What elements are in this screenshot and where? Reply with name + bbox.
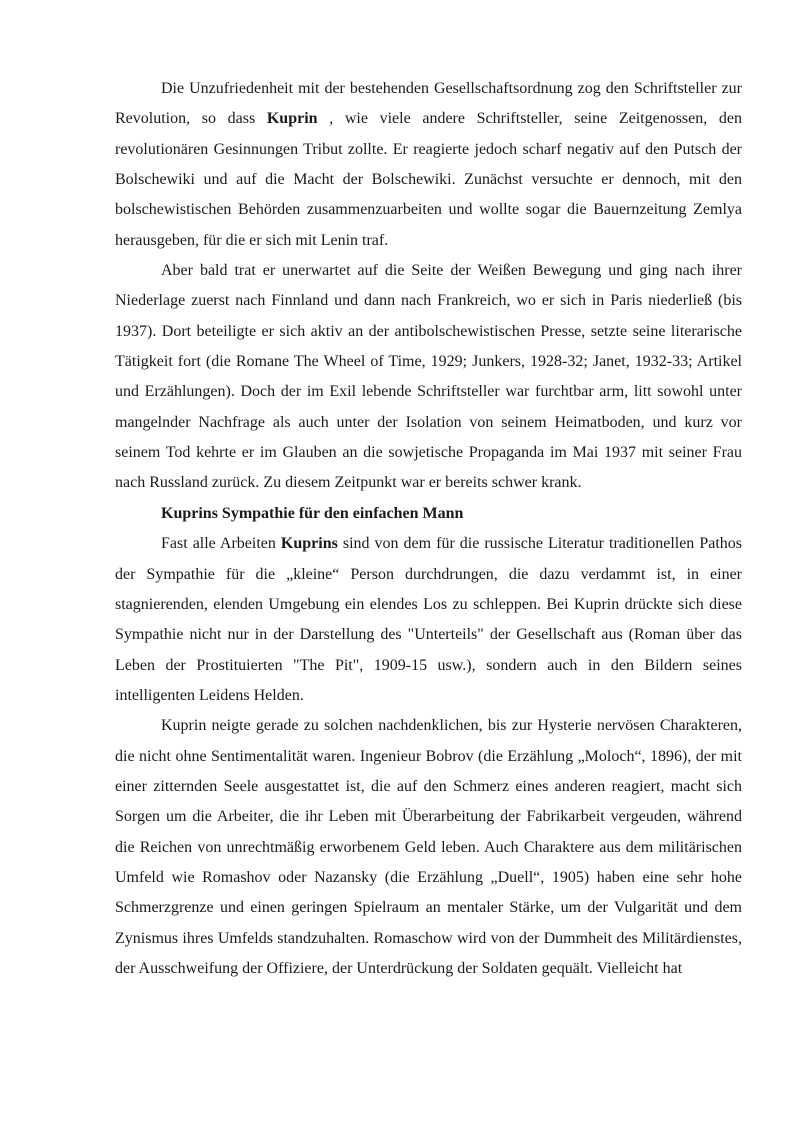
- author-name-bold: Kuprin: [266, 110, 318, 128]
- paragraph-text: Aber bald trat er unerwartet auf die Seite der Weißen Bewegung und ging nach ihrer Niederlage zuerst nach Finnland und dann nach Frankreich, wo er sich in Paris niederließ (bis 1937). Dort beteiligte er sich aktiv an der antibolschewistischen Presse, setzte seine literarische Tätigkeit fort (die Romane The Wheel of Time, 1929; Junkers, 1928-32; Janet, 1932-33; Artikel und Erzählungen). Doch der im Exil lebende Schriftsteller war furchtbar arm, litt sowohl unter mangelnder Nachfrage als auch unter der Isolation von seinem Heimatboden, und kurz vor seinem Tod kehrte er im Glauben an die sowjetische Propaganda im Mai 1937 mit seiner Frau nach Russland zurück. Zu diesem Zeitpunkt war er bereits schwer krank.: [115, 262, 742, 492]
- section-heading-text: Kuprins Sympathie für den einfachen Mann: [161, 504, 464, 522]
- section-heading: [115, 499, 742, 529]
- paragraph-characters: [115, 711, 742, 984]
- paragraph-sympathy: [115, 529, 742, 711]
- paragraph-text: Kuprin neigte gerade zu solchen nachdenklichen, bis zur Hysterie nervösen Charakteren, die nicht ohne Sentimentalität waren. Ingenieur Bobrov (die Erzählung „Moloch“, 1896), der mit einer zitternden Seele ausgestattet ist, die auf den Schmerz eines anderen reagiert, macht sich Sorgen um die Arbeiter, die ihr Leben mit Überarbeitung der Fabrikarbeit vergeuden, während die Reichen von unrechtmäßig erworbenem Geld leben. Auch Charaktere aus dem militärischen Umfeld wie Romashov oder Nazansky (die Erzählung „Duell“, 1905) haben eine sehr hohe Schmerzgrenze und einen geringen Spielraum an mentaler Stärke, um der Vulgarität und dem Zynismus ihres Umfelds standzuhalten. Romaschow wird von der Dummheit des Militärdienstes, der Ausschweifung der Offiziere, der Unterdrückung der Soldaten gequält. Vielleicht hat: [115, 717, 742, 977]
- paragraph-emigration: [115, 256, 742, 499]
- paragraph-text: sind von dem für die russische Literatur traditionellen Pathos der Sympathie für die „kleine“ Person durchdrungen, die dazu verdammt ist, in einer stagnierenden, elenden Umgebung ein elendes Los zu schleppen. Bei Kuprin drückte sich diese Sympathie nicht nur in der Darstellung des "Unterteils" der Gesellschaft aus (Roman über das Leben der Prostituierten "The Pit", 1909-15 usw.), sondern auch in den Bildern seines intelligenten Leidens Helden.: [115, 535, 742, 704]
- paragraph-text: , wie viele andere Schriftsteller, seine Zeitgenossen, den revolutionären Gesinnungen Tribut zollte. Er reagierte jedoch scharf negativ auf den Putsch der Bolschewiki und auf die Macht der Bolschewiki. Zunächst versuchte er dennoch, mit den bolschewistischen Behörden zusammenzuarbeiten und wollte sogar die Bauernzeitung Zemlya herausgeben, für die er sich mit Lenin traf.: [115, 110, 743, 249]
- paragraph-revolution: [115, 74, 742, 256]
- author-name-bold: Kuprins: [280, 535, 338, 553]
- document-body: [115, 74, 742, 984]
- paragraph-text: Die Unzufriedenheit mit der bestehenden Gesellschaftsordnung zog den Schriftsteller zur Revolution, so dass: [115, 80, 742, 128]
- paragraph-text: Fast alle Arbeiten: [161, 535, 281, 553]
